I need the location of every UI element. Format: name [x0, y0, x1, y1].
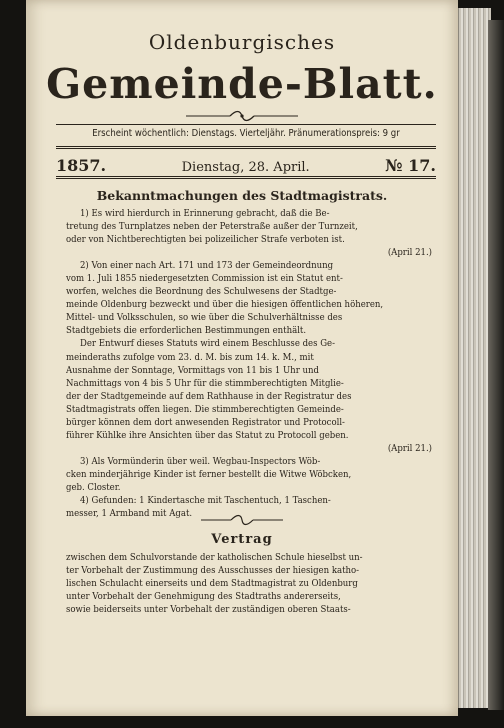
- masthead-title: Gemeinde-Blatt.: [46, 60, 438, 108]
- issue-number: № 17.: [385, 156, 436, 175]
- contract-text: [66, 551, 432, 616]
- text-line: messer, 1 Armband mit Agat.: [66, 508, 193, 520]
- text-line: führer Kühlke ihre Ansichten über das Statut zu Protocoll geben.: [66, 429, 349, 441]
- text-line: worfen, welches die Beordnung des Schulwesens der Stadtge-: [66, 286, 337, 298]
- text-line: unter Vorbehalt der Genehmigung des Stadtraths andererseits,: [66, 591, 341, 603]
- text-line: tretung des Turnplatzes neben der Peterstraße außer der Turnzeit,: [66, 221, 358, 233]
- text-line: Stadtmagistrats offen liegen. Die stimmberechtigten Gemeinde-: [66, 403, 344, 415]
- text-line: zwischen dem Schulvorstande der katholischen Schule hieselbst un-: [66, 552, 363, 563]
- text-line: meinde Oldenburg bezweckt und über die hiesigen öffentlichen höheren,: [66, 299, 384, 311]
- section-title-announcements: Bekanntmachungen des Stadtmagistrats.: [96, 188, 388, 203]
- text-line: lischen Schulacht einerseits und dem Stadtmagistrat zu Oldenburg: [66, 578, 358, 590]
- text-line: meinderaths zufolge vom 23. d. M. bis zum 14. k. M., mit: [66, 351, 314, 363]
- section-title-contract: Vertrag: [211, 532, 273, 547]
- masthead-subline: Erscheint wöchentlich: Dienstags. Vierteljähr. Pränumerationspreis: 9 gr: [92, 128, 400, 139]
- text-line-date: (April 21.): [387, 247, 432, 259]
- text-line-date: (April 21.): [387, 442, 432, 454]
- text-line: Stadtgebiets die erforderlichen Bestimmungen enthält.: [66, 325, 307, 337]
- issue-date: Dienstag, 28. April.: [181, 160, 310, 175]
- text-line: 2) Von einer nach Art. 171 und 173 der Gemeindeordnung: [80, 260, 334, 272]
- dateline-bottom-rule: [56, 176, 436, 179]
- text-line: 1) Es wird hierdurch in Erinnerung gebracht, daß die Be-: [80, 208, 330, 219]
- text-line: 4) Gefunden: 1 Kindertasche mit Taschentuch, 1 Taschen-: [80, 495, 331, 507]
- text-line: bürger können dem dort anwesenden Registrator und Protocoll-: [66, 416, 345, 428]
- text-line: der der Stadtgemeinde auf dem Rathhause in der Registratur des: [66, 390, 352, 402]
- ornament-icon: [197, 514, 287, 526]
- text-line: Ausnahme der Sonntage, Vormittags von 11 bis 1 Uhr und: [66, 364, 319, 376]
- text-line: Der Entwurf dieses Statuts wird einem Beschlusse des Ge-: [80, 338, 335, 350]
- newspaper-page: [26, 0, 458, 716]
- section-divider-ornament: [26, 514, 458, 529]
- text-line: geb. Closter.: [66, 481, 121, 493]
- page-stack-edge: [458, 8, 491, 708]
- masthead-ornament: [26, 110, 458, 125]
- masthead-line1: Oldenburgisches: [148, 30, 336, 54]
- text-line: cken minderjährige Kinder ist ferner bestellt die Witwe Wöbcken,: [66, 468, 352, 480]
- text-line: sowie beiderseits unter Vorbehalt der zuständigen oberen Staats-: [66, 604, 351, 616]
- masthead-rule: [56, 124, 436, 125]
- text-line: Nachmittags von 4 bis 5 Uhr für die stimmberechtigten Mitglie-: [66, 377, 344, 389]
- ornament-icon: [182, 110, 302, 122]
- announcements-text: [66, 207, 432, 520]
- text-line: ter Vorbehalt der Zustimmung des Ausschusses der hiesigen katho-: [66, 565, 360, 577]
- page-edge-shadow: [488, 20, 504, 710]
- text-line: Mittel- und Volksschulen, so wie über die Schulverhältnisse des: [66, 312, 343, 324]
- dateline: [56, 156, 436, 175]
- dateline-top-rule: [56, 146, 436, 149]
- text-line: 3) Als Vormünderin über weil. Wegbau-Inspectors Wöb-: [80, 455, 321, 467]
- issue-year: 1857.: [56, 156, 107, 175]
- text-line: oder von Nichtberechtigten bei polizeilicher Strafe verboten ist.: [66, 234, 345, 246]
- text-line: vom 1. Juli 1855 niedergesetzten Commission ist ein Statut ent-: [66, 273, 343, 285]
